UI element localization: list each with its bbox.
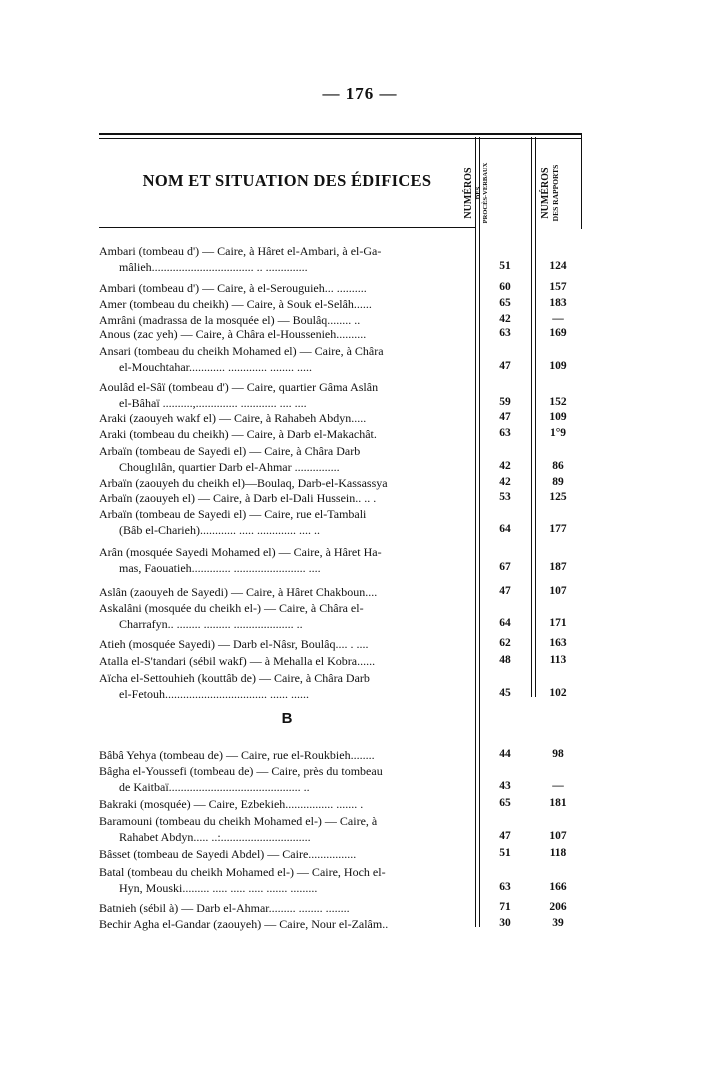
rapport-number: 171 (549, 617, 567, 629)
entry-name (99, 426, 473, 442)
section-letter: B (281, 710, 293, 727)
entry-line: Araki (zaouyeh wakf el) — Caire, à Rahabeh Abdyn..... (99, 411, 367, 425)
proces-verbal-number: 48 (499, 654, 511, 666)
entry-name (99, 443, 473, 475)
column-header-rapports (540, 149, 580, 237)
proces-verbal-number: 63 (499, 427, 511, 439)
rapport-number: 113 (549, 654, 567, 666)
rapport-number: 187 (549, 561, 567, 573)
entry-line: Ansari (tombeau du cheikh Mohamed el) — Caire, à Châra (99, 344, 384, 358)
entry-line: Amrâni (madrassa de la mosquée el) — Boulâq........ .. (99, 313, 361, 327)
entry-line: Ambari (tombeau d') — Caire, à el-Serouguieh... .......... (99, 281, 367, 295)
rapport-number: 107 (549, 585, 567, 597)
entry-name (99, 813, 473, 845)
entry-line: Charrafyn.. ........ ......... .................... .. (119, 617, 303, 631)
entry-line: Bechir Agha el-Gandar (zaouyeh) — Caire, Nour el-Zalâm.. (99, 917, 389, 931)
rapport-number: 166 (549, 881, 567, 893)
rapport-number: 1°9 (549, 427, 567, 439)
column-rule (531, 137, 532, 697)
entry-line: Atieh (mosquée Sayedi) — Darb el-Nâsr, Boulâq.... . .... (99, 637, 369, 651)
entry-line: Hyn, Mouski......... ..... ..... ..... ....... ......... (119, 881, 318, 895)
column-header-proces-verbaux (463, 153, 503, 233)
entry-line: Arbaïn (tombeau de Sayedi el) — Caire, rue el-Tambali (99, 507, 367, 521)
rapport-number: 109 (549, 411, 567, 423)
entry-line: Arbaïn (zaouyeh du cheikh el)—Boulaq, Darb-el-Kassassya (99, 476, 388, 490)
entry-name (99, 296, 473, 312)
proces-verbal-number: 47 (499, 585, 511, 597)
proces-verbal-number: 64 (499, 617, 511, 629)
rapport-number: 39 (552, 917, 564, 929)
rapport-number: 163 (549, 637, 567, 649)
entry-line: Bâbâ Yehya (tombeau de) — Caire, rue el-Roukbieh........ (99, 748, 375, 762)
proces-verbal-number: 62 (499, 637, 511, 649)
proces-verbal-number: 51 (499, 847, 511, 859)
entry-name (99, 343, 473, 375)
proces-verbal-number: 42 (499, 476, 511, 488)
entry-line: Atalla el-S'tandari (sébil wakf) — à Mehalla el Kobra...... (99, 654, 376, 668)
entry-line: Arbaïn (tombeau de Sayedi el) — Caire, à Châra Darb (99, 444, 361, 458)
entry-name (99, 916, 473, 932)
entry-line: Askalâni (mosquée du cheikh el-) — Caire, à Châra el- (99, 601, 364, 615)
proces-verbal-number: 51 (499, 260, 511, 272)
proces-verbal-number: 43 (499, 780, 511, 792)
entry-line: de Kaitbaï............................................ .. (119, 780, 310, 794)
proces-verbal-number: 53 (499, 491, 511, 503)
entry-line: Araki (tombeau du cheikh) — Caire, à Darb el-Makachât. (99, 427, 377, 441)
entry-line: Chouglılân, quartier Darb el-Ahmar ............... (119, 460, 340, 474)
rapport-number: 86 (552, 460, 564, 472)
proces-verbal-number: 63 (499, 881, 511, 893)
proces-verbal-number: 60 (499, 281, 511, 293)
entry-name (99, 280, 473, 296)
rapport-number: 206 (549, 901, 567, 913)
entry-name (99, 243, 473, 275)
table-header-title: NOM ET SITUATION DES ÉDIFICES (142, 171, 432, 190)
entry-name (99, 636, 473, 652)
entry-line: Batal (tombeau du cheikh Mohamed el-) — Caire, Hoch el- (99, 865, 386, 879)
proces-verbal-number: 45 (499, 687, 511, 699)
entry-line: (Bâb el-Charieh)............ ..... ............. .... .. (119, 523, 320, 537)
column-rule (581, 133, 582, 229)
proces-verbal-number: 65 (499, 297, 511, 309)
header-rule (99, 227, 475, 228)
proces-verbal-number: 59 (499, 396, 511, 408)
entry-name (99, 410, 473, 426)
rapport-number: 98 (552, 748, 564, 760)
rapport-number: 177 (549, 523, 567, 535)
entry-line: mâlieh.................................. .. .............. (119, 260, 308, 274)
rapport-number: 118 (549, 847, 567, 859)
rapport-number: 125 (549, 491, 567, 503)
header-line: NUMÉROS (463, 167, 474, 219)
entry-name (99, 506, 473, 538)
header-line: NUMÉROS (540, 167, 551, 219)
header-line: DES (474, 186, 482, 200)
rapport-number: 89 (552, 476, 564, 488)
entry-name (99, 544, 473, 576)
rapport-number: — (552, 780, 564, 792)
rapport-number: — (552, 313, 564, 325)
entry-line: Aïcha el-Settouhieh (kouttâb de) — Caire, à Châra Darb (99, 671, 370, 685)
entry-line: Bakraki (mosquée) — Caire, Ezbekieh................ ....... . (99, 797, 364, 811)
proces-verbal-number: 64 (499, 523, 511, 535)
entry-line: Bâsset (tombeau de Sayedi Abdel) — Caire................ (99, 847, 357, 861)
entry-line: Aslân (zaouyeh de Sayedi) — Caire, à Hâret Chakboun.... (99, 585, 378, 599)
rapport-number: 157 (549, 281, 567, 293)
top-rule-thin (99, 138, 582, 139)
entry-line: el-Mouchtahar............ ............. ........ ..... (119, 360, 312, 374)
rapport-number: 102 (549, 687, 567, 699)
entry-name (99, 747, 473, 763)
entry-name (99, 900, 473, 916)
entry-name (99, 846, 473, 862)
entry-name (99, 653, 473, 669)
entry-line: Batnieh (sébil à) — Darb el-Ahmar......... ........ ........ (99, 901, 350, 915)
rapport-number: 183 (549, 297, 567, 309)
entry-line: el-Fetouh.................................. ...... ...... (119, 687, 309, 701)
proces-verbal-number: 42 (499, 313, 511, 325)
header-line: PROCÈS-VERBAUX (481, 162, 489, 224)
page-number: — 176 — (322, 84, 398, 103)
proces-verbal-number: 42 (499, 460, 511, 472)
entry-name (99, 326, 473, 342)
entry-name (99, 584, 473, 600)
rapport-number: 169 (549, 327, 567, 339)
rapport-number: 109 (549, 360, 567, 372)
entry-line: Arbaïn (zaouyeh el) — Caire, à Darb el-Dali Hussein.. .. . (99, 491, 377, 505)
entry-name (99, 475, 473, 491)
entry-line: el-Bâhaï ..........,.............. ............ .... .... (119, 396, 307, 410)
proces-verbal-number: 63 (499, 327, 511, 339)
rapport-number: 124 (549, 260, 567, 272)
entry-line: Bâgha el-Youssefi (tombeau de) — Caire, près du tombeau (99, 764, 383, 778)
rapport-number: 181 (549, 797, 567, 809)
entry-name (99, 864, 473, 896)
proces-verbal-number: 44 (499, 748, 511, 760)
proces-verbal-number: 67 (499, 561, 511, 573)
entry-line: mas, Faouatieh............. ........................ .... (119, 561, 321, 575)
entry-name (99, 490, 473, 506)
entry-line: Ambari (tombeau d') — Caire, à Hâret el-Ambari, à el-Ga- (99, 244, 382, 258)
proces-verbal-number: 47 (499, 411, 511, 423)
proces-verbal-number: 65 (499, 797, 511, 809)
column-rule (475, 137, 476, 927)
proces-verbal-number: 47 (499, 360, 511, 372)
proces-verbal-number: 47 (499, 830, 511, 842)
entry-name (99, 796, 473, 812)
entry-line: Baramouni (tombeau du cheikh Mohamed el-) — Caire, à (99, 814, 378, 828)
proces-verbal-number: 30 (499, 917, 511, 929)
entry-name (99, 763, 473, 795)
entry-name (99, 670, 473, 702)
entry-name (99, 379, 473, 411)
entry-line: Amer (tombeau du cheikh) — Caire, à Souk el-Selâh...... (99, 297, 372, 311)
entry-name (99, 600, 473, 632)
rapport-number: 107 (549, 830, 567, 842)
entry-line: Anous (zac yeh) — Caire, à Châra el-Houssenieh.......... (99, 327, 367, 341)
rapport-number: 152 (549, 396, 567, 408)
index-table (99, 133, 582, 933)
proces-verbal-number: 71 (499, 901, 511, 913)
entry-line: Rahabet Abdyn..... ..:.............................. (119, 830, 311, 844)
entry-line: Arân (mosquée Sayedi Mohamed el) — Caire, à Hâret Ha- (99, 545, 382, 559)
header-line: DES RAPPORTS (550, 164, 560, 222)
entry-line: Aoulâd el-Sâï (tombeau d') — Caire, quartier Gâma Aslân (99, 380, 379, 394)
top-rule (99, 133, 582, 135)
